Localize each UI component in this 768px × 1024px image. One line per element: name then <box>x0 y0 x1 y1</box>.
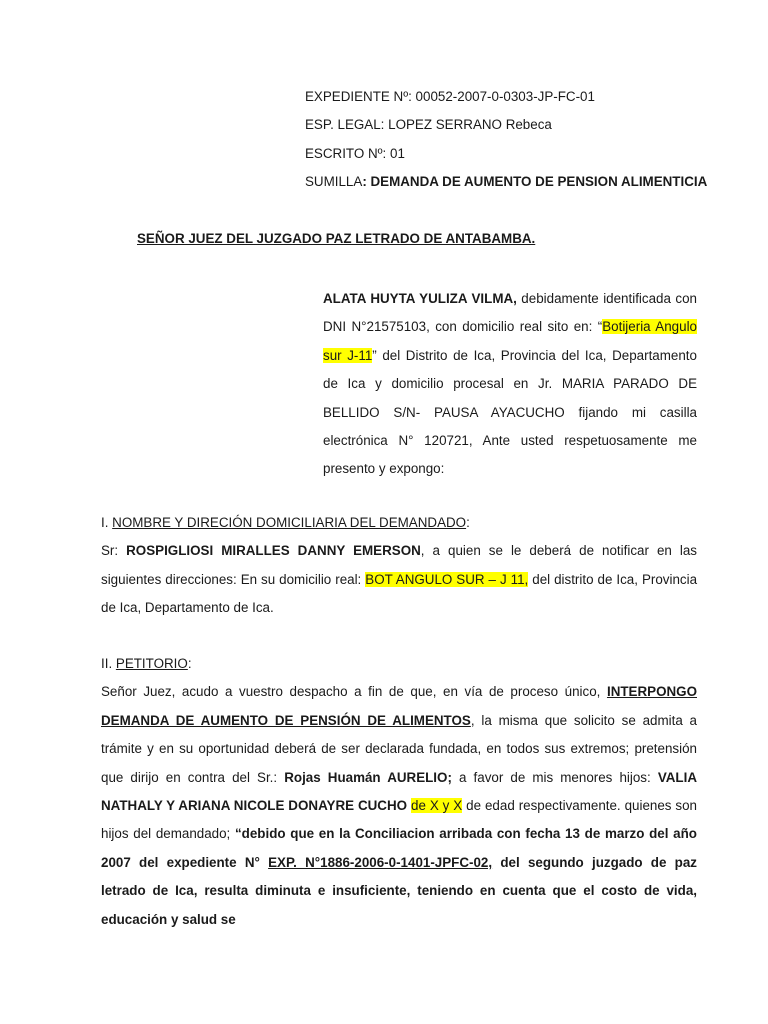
intro-paragraph <box>323 285 697 484</box>
sr-label: Sr: <box>101 543 127 559</box>
section-2-heading <box>101 650 697 678</box>
section-2-number: II. <box>101 656 116 671</box>
sumilla-line <box>305 174 707 190</box>
section-1-text-1: , a quien se le deberá de notificar en las siguientes direcciones: En su domicilio real: <box>101 543 697 587</box>
section-2-title: PETITORIO <box>115 656 188 671</box>
plaintiff-name: ALATA HUYTA YULIZA VILMA, <box>323 291 517 306</box>
section-1-text-2: del distrito de Ica, Provincia de Ica, Departamento de Ica. <box>101 571 698 616</box>
sumilla-text: : DEMANDA DE AUMENTO DE PENSION ALIMENTICIA <box>362 174 708 189</box>
defendant-name-2: Rojas Huamán AURELIO; <box>284 769 452 785</box>
section-1 <box>101 509 697 623</box>
section-1-number: I. <box>101 515 113 530</box>
intro-text-2: ” del Distrito de Ica, Provincia del Ica, Departamento de Ica y domicilio procesal en Jr. MARIA PARADO DE BELLIDO S/N- PAUSA AYACUCHO fijando mi casilla electrónica N° 120721, Ante usted respetuosamente me presento y expongo: <box>323 347 697 477</box>
case-number: EXP. N°1886-2006-0-1401-JPFC-02, <box>268 854 493 870</box>
defendant-address: BOT ANGULO SUR – J 11, <box>365 571 529 587</box>
addressee-heading: SEÑOR JUEZ DEL JUZGADO PAZ LETRADO DE ANTABAMBA. <box>137 231 536 246</box>
children-ages: de X y X <box>411 798 463 814</box>
section-1-title: NOMBRE Y DIRECIÓN DOMICILIARIA DEL DEMANDADO <box>112 515 467 530</box>
section-2-body <box>101 678 697 934</box>
children-names: VALIA NATHALY Y ARIANA NICOLE DONAYRE CUCHO <box>101 769 697 814</box>
defendant-name: ROSPIGLIOSI MIRALLES DANNY EMERSON <box>126 543 421 559</box>
highlighted-address: Botijeria Angulo sur J-11 <box>323 319 697 363</box>
section-1-heading <box>101 509 697 537</box>
section-1-colon: : <box>466 515 470 530</box>
section-2 <box>101 650 697 934</box>
sumilla-label: SUMILLA <box>305 174 363 189</box>
escrito-line: ESCRITO Nº: 01 <box>305 146 405 161</box>
petitorio-bold-2: del segundo juzgado de paz letrado de Ica, resulta diminuta e insuficiente, teniendo en cuenta que el costo de vida, educación y salud se <box>101 854 697 927</box>
petitorio-text-1: Señor Juez, acudo a vuestro despacho a fin de que, en vía de proceso único, <box>101 684 607 700</box>
petitorio-demand: INTERPONGO DEMANDA DE AUMENTO DE PENSIÓN DE ALIMENTOS <box>101 684 697 728</box>
petitorio-text-3: a favor de mis menores hijos: <box>451 769 658 785</box>
petitorio-bold-1: “debido que en la Conciliacion arribada con fecha 13 de marzo del año 2007 del expediente N° <box>101 826 697 870</box>
section-2-colon: : <box>187 656 192 671</box>
expediente-line: EXPEDIENTE Nº: 00052-2007-0-0303-JP-FC-01 <box>305 89 595 104</box>
petitorio-text-2: , la misma que solicito se admita a trámite y en su oportunidad deberá de ser declarada fundada, en todos sus extremos; pretensión que dirijo en contra del Sr.: <box>101 712 698 785</box>
petitorio-text-5: de edad respectivamente. quienes son hijos del demandado; <box>101 798 697 842</box>
intro-text-1: debidamente identificada con DNI N°21575103, con domicilio real sito en: “ <box>323 291 697 335</box>
esp-legal-line: ESP. LEGAL: LOPEZ SERRANO Rebeca <box>305 117 552 132</box>
section-1-body <box>101 537 697 622</box>
